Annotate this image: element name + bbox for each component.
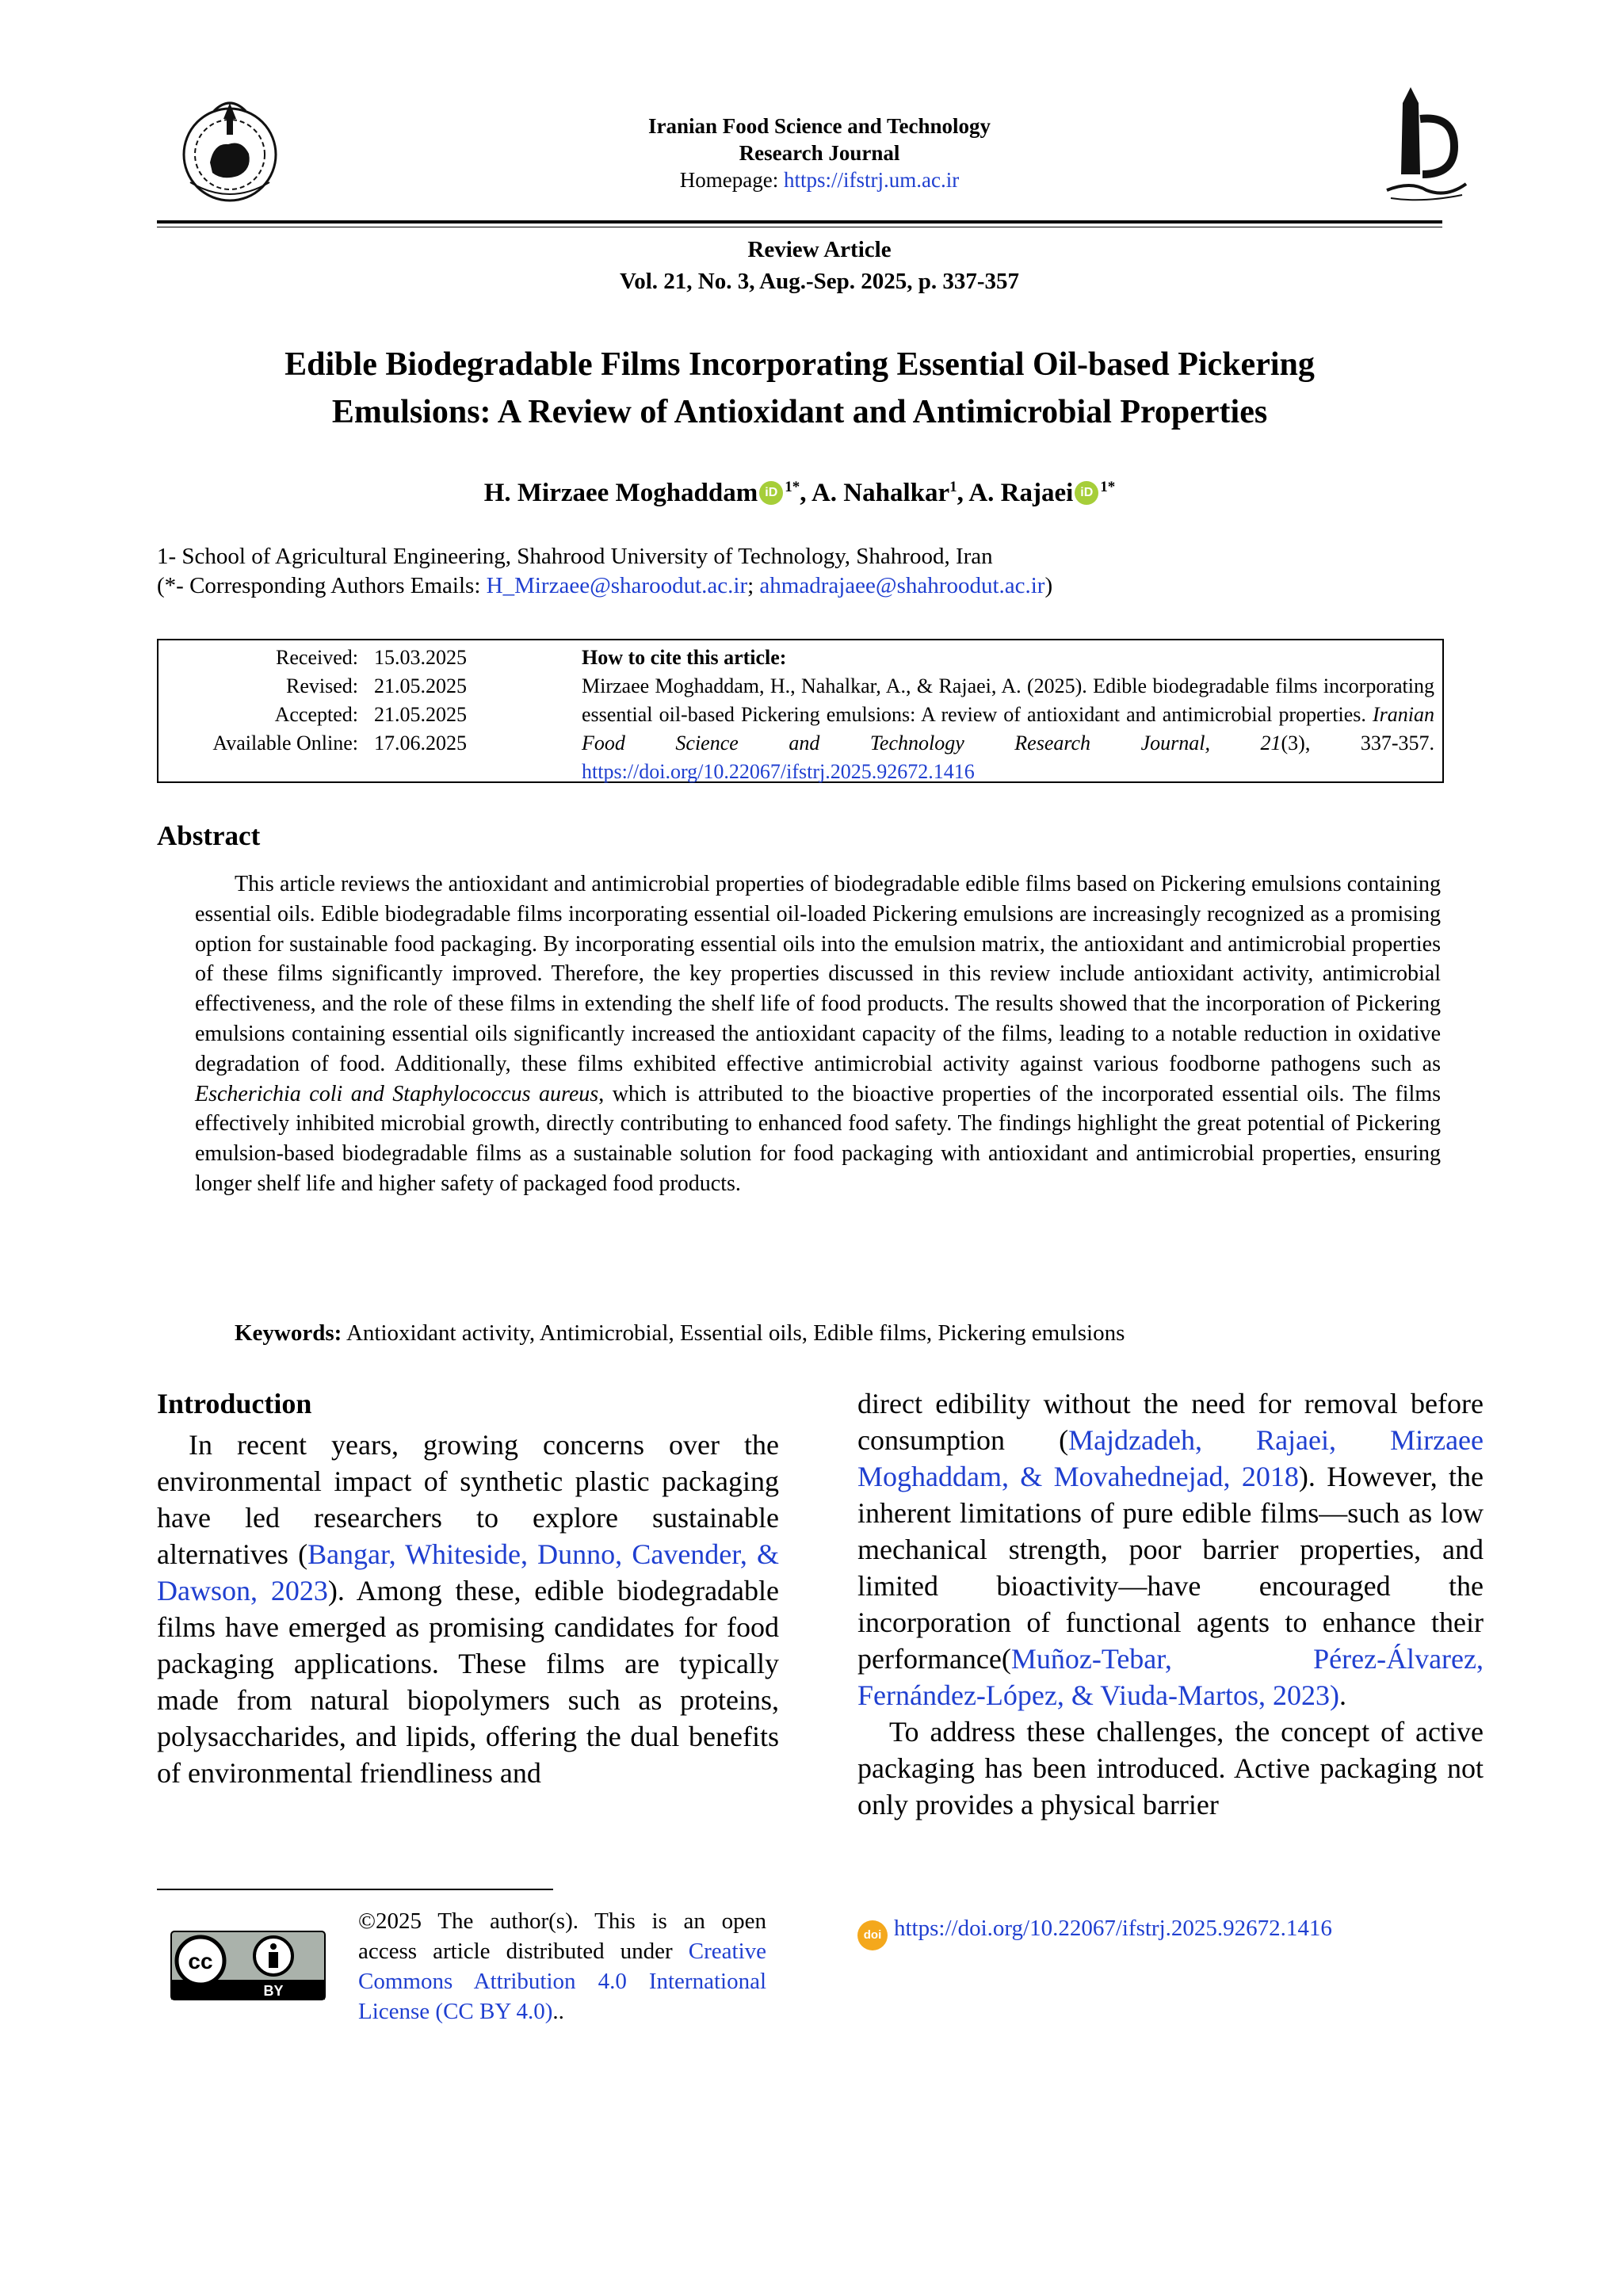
cite-body: Mirzaee Moghaddam, H., Nahalkar, A., & Rajaei, A. (2025). Edible biodegradable films incorporating essential oil-based Pickering emulsions: A review of antioxidant and antimicrobial properties. (582, 674, 1434, 726)
date-value: 15.03.2025 (374, 646, 467, 669)
license-statement (358, 1906, 766, 2027)
keywords-label: Keywords: (235, 1320, 342, 1346)
footer-doi-link[interactable]: https://doi.org/10.22067/ifstrj.2025.92672.1416 (894, 1916, 1332, 1941)
abstract-text (195, 869, 1441, 1199)
cc-label: cc (188, 1949, 213, 1973)
affiliation-line: 1- School of Agricultural Engineering, Shahrood University of Technology, Shahrood, Iran (157, 544, 993, 569)
intro-text: . (1339, 1679, 1346, 1711)
footer-doi (857, 1913, 1476, 1950)
affiliations (157, 542, 1442, 601)
reference-link[interactable]: Majdzadeh, Rajaei, Mirzaee Moghaddam, & Movahednejad, 2018 (857, 1424, 1484, 1492)
header-divider (157, 220, 1442, 223)
keywords (235, 1318, 1441, 1348)
author-2-sup: 1 (949, 479, 957, 495)
journal-name-line1: Iranian Food Science and Technology (647, 114, 991, 138)
intro-text: ). Among these, edible biodegradable films have emerged as promising candidates for food packaging applications. These films are typically made from natural biopolymers such as proteins, polysaccharides, and lipids, offering the dual benefits of environmental friendliness and (157, 1575, 780, 1789)
corresponding-emails (157, 571, 1442, 601)
university-logo (1379, 79, 1474, 206)
citation-box (157, 639, 1444, 783)
intro-paragraph-1 (157, 1427, 779, 1791)
author-sep: , (800, 479, 812, 507)
date-label: Available Online: (212, 732, 358, 755)
date-label: Revised: (286, 674, 358, 697)
volume-info: Vol. 21, No. 3, Aug.-Sep. 2025, p. 337-357 (619, 269, 1020, 294)
date-label: Received: (276, 646, 358, 669)
date-row (168, 644, 643, 672)
date-value: 17.06.2025 (374, 732, 467, 755)
date-label: Accepted: (274, 703, 358, 726)
journal-name-line2: Research Journal (739, 141, 900, 165)
license-text-b: .. (552, 1999, 564, 2024)
abstract-part1: This article reviews the antioxidant and antimicrobial properties of biodegradable edible films based on Pickering emulsions containing essential oils. Edible biodegradable films incorporating essential oil-loaded Pickering emulsions are increasingly recognized as a promising option for sustainable food packaging. By incorporating essential oils into the emulsion matrix, the antioxidant and antimicrobial properties of these films significantly improved. Therefore, the key properties discussed in this review include antioxidant activity, antimicrobial effectiveness, and the role of these films in extending the shelf life of food products. The results showed that the incorporation of Pickering emulsions containing essential oils significantly increased the antioxidant capacity of the films, leading to a notable reduction in oxidative degradation of food. Additionally, these films exhibited effective antimicrobial activity against various foodborne pathogens such as (195, 872, 1441, 1076)
author-1-sup: 1* (785, 479, 800, 495)
cite-heading: How to cite this article: (582, 646, 787, 669)
article-type: Review Article (747, 237, 892, 262)
keywords-list: Antioxidant activity, Antimicrobial, Essential oils, Edible films, Pickering emulsions (342, 1320, 1125, 1346)
journal-header (475, 113, 1163, 193)
footnote-divider (157, 1889, 553, 1890)
date-row (168, 701, 643, 729)
by-label: BY (263, 1983, 284, 1999)
title-line2: Emulsions: A Review of Antioxidant and Antimicrobial Properties (331, 394, 1268, 430)
dates-block (168, 644, 643, 758)
orcid-icon[interactable]: iD (1075, 481, 1098, 505)
license-text-a: ©2025 The author(s). This is an open access article distributed under (358, 1908, 766, 1964)
abstract-heading: Abstract (157, 820, 261, 851)
reference-link[interactable]: Muñoz-Tebar, Pérez-Álvarez, Fernández-López, & Viuda-Martos, 2023) (857, 1643, 1484, 1711)
intro-paragraph-1-cont (857, 1385, 1484, 1713)
title-line1: Edible Biodegradable Films Incorporating Essential Oil-based Pickering (285, 346, 1315, 383)
author-list (157, 469, 1442, 511)
date-row (168, 729, 643, 758)
email-link-1[interactable]: H_Mirzaee@sharoodut.ac.ir (486, 573, 748, 598)
emails-suffix: ) (1044, 573, 1053, 598)
introduction-heading: Introduction (157, 1388, 312, 1419)
author-2: A. Nahalkar (811, 479, 950, 507)
intro-paragraph-2: To address these challenges, the concept of active packaging has been introduced. Active packaging not only provides a physical barrier (857, 1716, 1484, 1820)
author-3: A. Rajaei (968, 479, 1074, 507)
cite-pages: (3), 337-357. (1281, 732, 1434, 755)
right-column (857, 1385, 1484, 1823)
intro-text: In recent years, growing concerns over the environmental impact of synthetic plastic packaging have led researchers to explore sustainable alternatives ( (157, 1429, 779, 1570)
author-1: H. Mirzaee Moghaddam (483, 479, 758, 507)
author-3-sup: 1* (1100, 479, 1116, 495)
homepage-link[interactable]: https://ifstrj.um.ac.ir (783, 168, 960, 192)
email-link-2[interactable]: ahmadrajaee@shahroodut.ac.ir (759, 573, 1045, 598)
date-value: 21.05.2025 (374, 674, 467, 697)
date-value: 21.05.2025 (374, 703, 467, 726)
article-title (157, 341, 1442, 436)
reference-link[interactable]: Bangar, Whiteside, Dunno, Cavender, & Dawson, 2023 (157, 1538, 779, 1606)
emails-prefix: (*- Corresponding Authors Emails: (157, 573, 487, 598)
cite-doi-link[interactable]: https://doi.org/10.22067/ifstrj.2025.92672.1416 (582, 760, 975, 783)
cite-journal: Iranian Food Science and Technology Research Journal, 21 (582, 703, 1434, 755)
license-link[interactable]: Creative Commons Attribution 4.0 International License (CC BY 4.0) (358, 1939, 766, 2024)
emails-sep: ; (747, 573, 760, 598)
abstract-species: Escherichia coli and Staphylococcus aureus (195, 1081, 599, 1106)
orcid-icon[interactable]: iD (759, 481, 783, 505)
doi-icon: doi (857, 1920, 888, 1950)
date-row (168, 672, 643, 701)
author-sep: , (957, 479, 969, 507)
abstract-part2: , which is attributed to the bioactive properties of the incorporated essential oils. The films effectively inhibited microbial growth, directly contributing to enhanced food safety. The findings highlight the great potential of Pickering emulsion-based biodegradable films as a sustainable solution for food packaging with antioxidant and antimicrobial properties, ensuring longer shelf life and higher safety of packaged food products. (195, 1081, 1441, 1196)
homepage-label: Homepage: (679, 168, 784, 192)
homepage-line (475, 166, 1163, 193)
cc-by-license-icon[interactable] (170, 1931, 326, 2000)
left-column (157, 1385, 779, 1791)
intro-text: direct edibility without the need for removal before consumption ( (857, 1388, 1484, 1456)
association-logo (166, 87, 293, 214)
intro-text: ). However, the inherent limitations of pure edible films—such as low mechanical strength, poor barrier properties, and limited bioactivity—have encouraged the incorporation of functional agents to enhance their performance( (857, 1461, 1484, 1675)
how-to-cite (582, 644, 1434, 786)
